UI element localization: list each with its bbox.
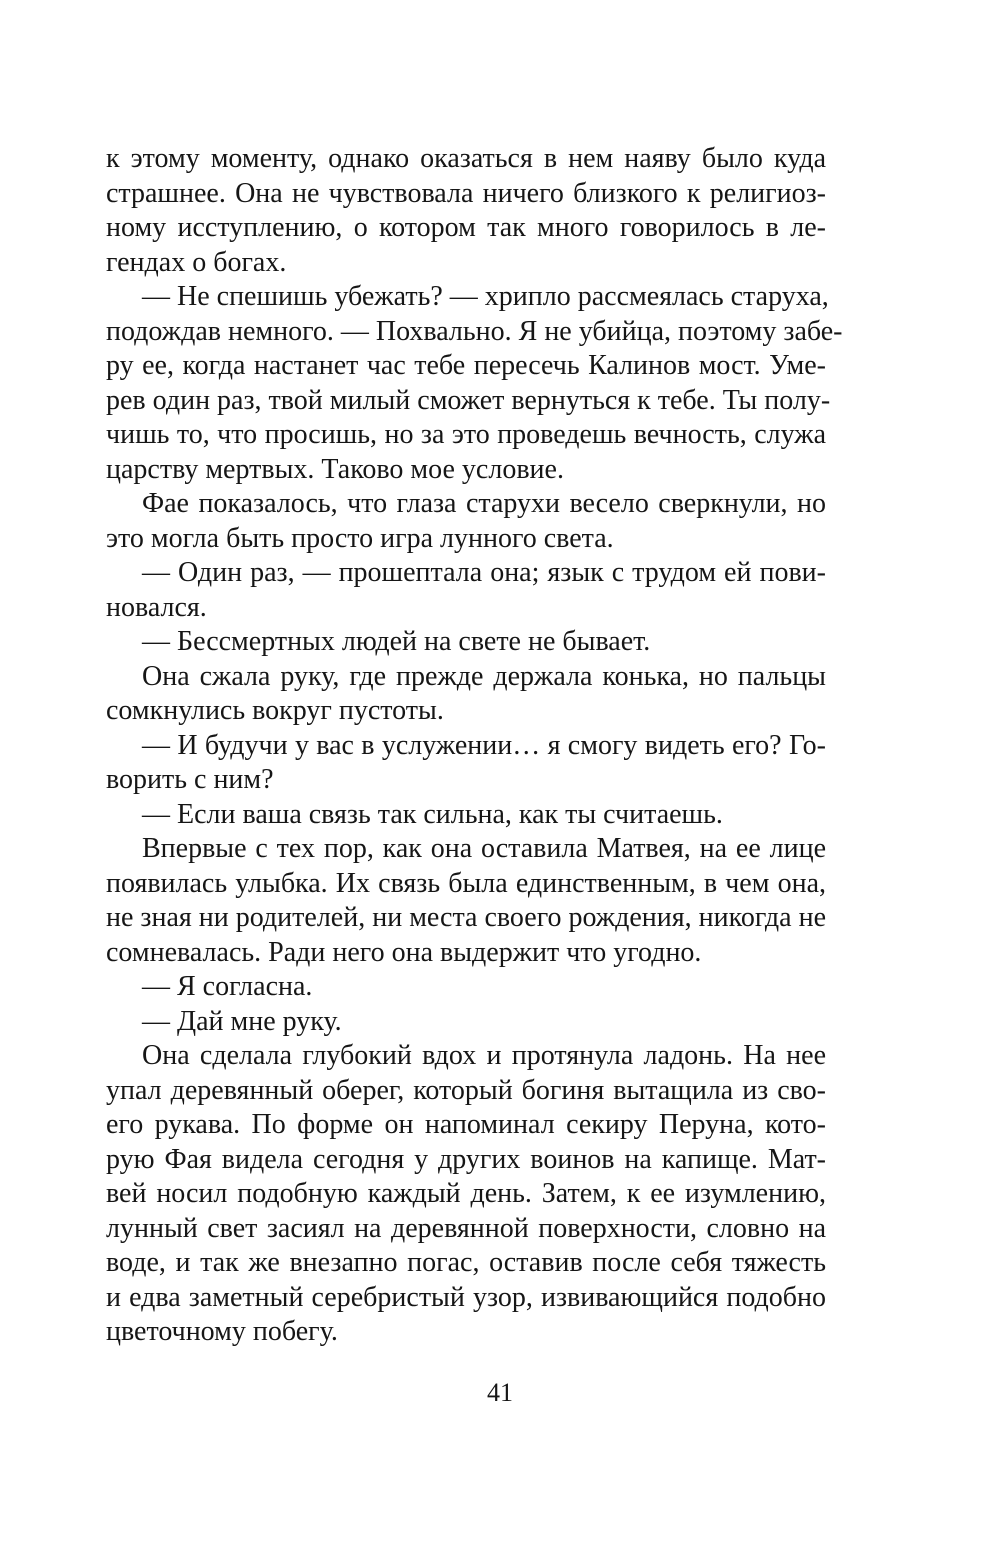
- text-line: рев один раз, твой милый сможет вернуться к тебе. Ты полу-: [106, 384, 831, 416]
- text-line: сомкнулись вокруг пустоты.: [106, 695, 444, 726]
- text-line: — Один раз, — прошептала она; язык с трудом ей пови-: [142, 557, 826, 588]
- text-line: к этому моменту, однако оказаться в нем наяву было куда: [106, 143, 826, 174]
- text-line: — Если ваша связь так сильна, как ты считаешь.: [142, 798, 723, 830]
- text-line: — Я согласна.: [142, 971, 313, 1002]
- page-number: 41: [487, 1378, 513, 1407]
- text-line: цветочному побегу.: [106, 1316, 338, 1347]
- text-line: подождав немного. — Похвально. Я не убийца, поэтому забе-: [106, 315, 843, 347]
- body-text: [106, 142, 843, 1350]
- text-line: его рукава. По форме он напоминал секиру Перуна, кото-: [106, 1109, 826, 1140]
- text-line: царству мертвых. Таково мое условие.: [106, 453, 564, 485]
- text-line: рую Фая видела сегодня у других воинов на капище. Мат-: [106, 1143, 826, 1175]
- text-line: — Дай мне руку.: [142, 1005, 342, 1037]
- text-line: вей носил подобную каждый день. Затем, к ее изумлению,: [106, 1178, 826, 1209]
- text-line: появилась улыбка. Их связь была единственным, в чем она,: [106, 867, 826, 899]
- text-line: Впервые с тех пор, как она оставила Матвея, на ее лице: [142, 833, 826, 864]
- text-line: Она сжала руку, где прежде держала конька, но пальцы: [142, 660, 826, 692]
- text-line: — Не спешишь убежать? — хрипло рассмеялась старуха,: [142, 281, 829, 312]
- text-line: страшнее. Она не чувствовала ничего близкого к религиоз-: [106, 177, 826, 209]
- text-line: ному исступлению, о котором так много говорилось в ле-: [106, 212, 826, 243]
- text-line: это могла быть просто игра лунного света.: [106, 522, 614, 554]
- text-line: Фае показалось, что глаза старухи весело сверкнули, но: [142, 488, 826, 519]
- text-line: чишь то, что просишь, но за это проведешь вечность, служа: [106, 419, 826, 450]
- text-line: лунный свет засиял на деревянной поверхности, словно на: [106, 1212, 826, 1244]
- text-line: новался.: [106, 591, 207, 623]
- text-line: воде, и так же внезапно погас, оставив после себя тяжесть: [106, 1247, 826, 1278]
- text-line: ру ее, когда настанет час тебе пересечь Калинов мост. Уме-: [106, 350, 826, 381]
- text-line: Она сделала глубокий вдох и протянула ладонь. На нее: [142, 1040, 826, 1071]
- text-line: — И будучи у вас в услужении… я смогу видеть его? Го-: [142, 729, 826, 761]
- text-line: упал деревянный оберег, который богиня вытащила из сво-: [106, 1074, 826, 1106]
- text-line: не зная ни родителей, ни места своего рождения, никогда не: [106, 902, 826, 933]
- text-line: гендах о богах.: [106, 246, 287, 278]
- text-line: ворить с ним?: [106, 764, 274, 795]
- text-line: — Бессмертных людей на свете не бывает.: [142, 626, 651, 657]
- text-line: и едва заметный серебристый узор, извивающийся подобно: [106, 1281, 826, 1313]
- text-line: сомневалась. Ради него она выдержит что угодно.: [106, 936, 702, 968]
